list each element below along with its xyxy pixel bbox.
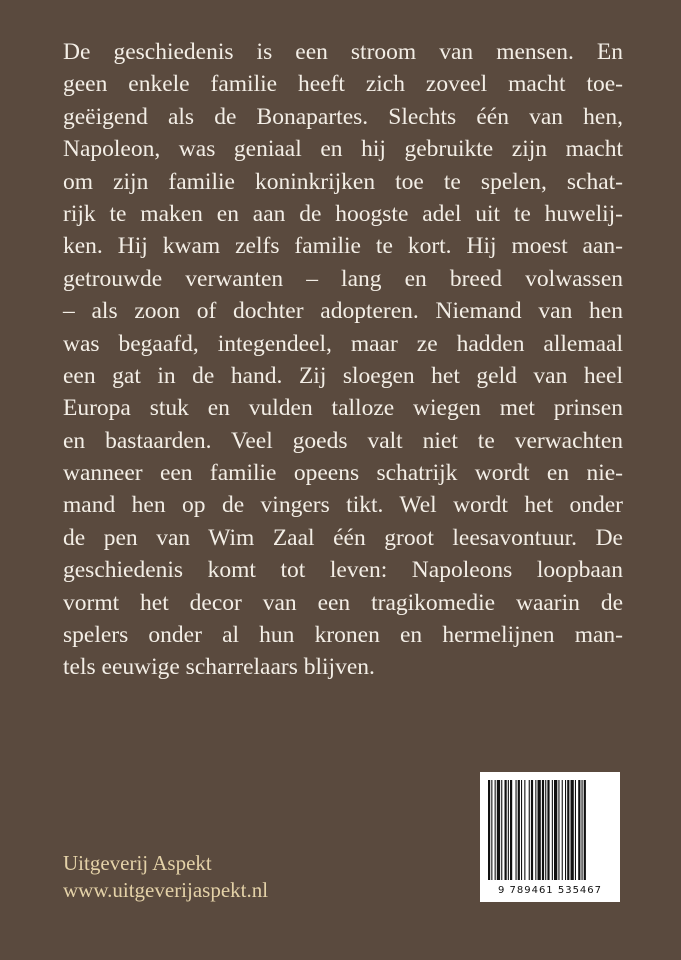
blurb-line: was begaafd, integendeel, maar ze hadden allemaal bbox=[63, 330, 623, 357]
blurb-line: – als zoon of dochter adopteren. Niemand van hen bbox=[63, 298, 623, 325]
blurb-line: geschiedenis komt tot leven: Napoleons loopbaan bbox=[63, 557, 623, 584]
barcode-bar bbox=[575, 780, 576, 880]
publisher-info bbox=[63, 850, 268, 904]
blurb-line: vormt het decor van een tragikomedie waarin de bbox=[63, 589, 623, 616]
publisher-website: www.uitgeverijaspekt.nl bbox=[63, 878, 269, 902]
blurb-line: een gat in de hand. Zij sloegen het geld van heel bbox=[63, 362, 623, 389]
blurb-line: De geschiedenis is een stroom van mensen. En bbox=[63, 39, 623, 65]
blurb-line: de pen van Wim Zaal één groot leesavontuur. De bbox=[63, 524, 623, 551]
blurb-line: geen enkele familie heeft zich zoveel macht toe- bbox=[63, 71, 623, 98]
blurb-line: Europa stuk en vulden talloze wiegen met prinsen bbox=[63, 395, 623, 422]
barcode-bar bbox=[518, 780, 520, 880]
barcode-bar bbox=[505, 780, 507, 880]
blurb-line: geëigend als de Bonapartes. Slechts één van hen, bbox=[63, 103, 623, 130]
barcode-bar bbox=[516, 780, 517, 880]
blurb-line: en bastaarden. Veel goeds valt niet te verwachten bbox=[63, 427, 623, 454]
barcode-bar bbox=[524, 780, 525, 880]
blurb-line: om zijn familie koninkrijken toe te spelen, schat- bbox=[63, 168, 623, 195]
back-cover-blurb bbox=[63, 36, 623, 684]
barcode-bar bbox=[497, 780, 500, 880]
barcode-bar bbox=[584, 780, 586, 880]
barcode-bar bbox=[535, 780, 536, 880]
barcode-bars-icon bbox=[487, 780, 613, 880]
blurb-line: spelers onder al hun kronen en hermelijnen man- bbox=[63, 622, 623, 649]
blurb-line: getrouwde verwanten – lang en breed volwassen bbox=[63, 265, 623, 292]
barcode-bar bbox=[495, 780, 496, 880]
barcode-bar bbox=[565, 780, 566, 880]
blurb-line: rijk te maken en aan de hoogste adel uit te huwelij- bbox=[63, 200, 623, 227]
barcode-bar bbox=[488, 780, 490, 880]
barcode-bar bbox=[567, 780, 569, 880]
barcode-bar bbox=[547, 780, 549, 880]
barcode-bar bbox=[578, 780, 580, 880]
barcode-bar bbox=[562, 780, 563, 880]
barcode-bar bbox=[554, 780, 557, 880]
barcode-bar bbox=[521, 780, 522, 880]
barcode-bar bbox=[508, 780, 509, 880]
barcode-bar bbox=[545, 780, 546, 880]
barcode-bar bbox=[582, 780, 583, 880]
barcode-bar bbox=[531, 780, 533, 880]
barcode-bar bbox=[552, 780, 553, 880]
blurb-line: tels eeuwige scharrelaars blijven. bbox=[63, 654, 375, 681]
barcode-bar bbox=[510, 780, 512, 880]
barcode-bar bbox=[491, 780, 492, 880]
barcode-bar bbox=[538, 780, 541, 880]
barcode-bar bbox=[571, 780, 574, 880]
blurb-line: ken. Hij kwam zelfs familie te kort. Hij moest aan- bbox=[63, 233, 623, 260]
barcode-bar bbox=[542, 780, 544, 880]
publisher-name: Uitgeverij Aspekt bbox=[63, 851, 212, 875]
isbn-barcode bbox=[480, 772, 620, 902]
blurb-line: mand hen op de vingers tikt. Wel wordt het onder bbox=[63, 492, 623, 519]
barcode-bar bbox=[558, 780, 559, 880]
blurb-line: wanneer een familie opeens schatrijk wordt en nie- bbox=[63, 460, 623, 487]
barcode-bar bbox=[501, 780, 502, 880]
barcode-bar bbox=[529, 780, 530, 880]
blurb-line: Napoleon, was geniaal en hij gebruikte zijn macht bbox=[63, 136, 623, 163]
isbn-digits: 9 789461 535467 bbox=[497, 885, 603, 896]
